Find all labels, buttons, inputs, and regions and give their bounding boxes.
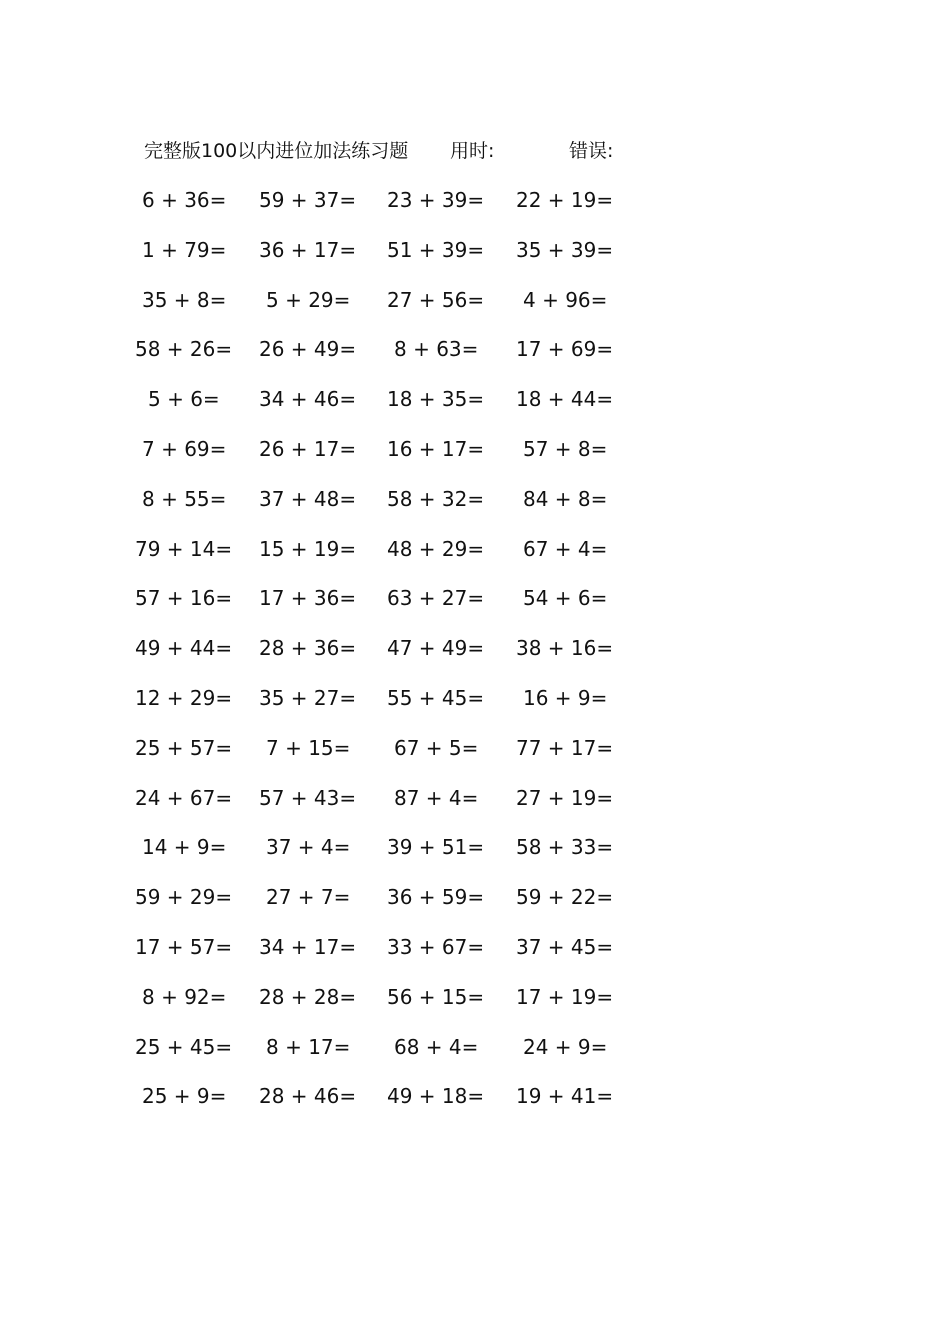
problem-item: 19 + 41= [516, 1084, 614, 1109]
problem-item: 59 + 22= [516, 885, 614, 910]
problem-item: 5 + 6= [148, 387, 220, 412]
worksheet-title: 完整版100以内进位加法练习题 [144, 140, 409, 162]
problem-item: 36 + 59= [387, 885, 485, 910]
problem-item: 28 + 46= [259, 1084, 357, 1109]
problem-item: 4 + 96= [523, 287, 608, 312]
problem-item: 17 + 57= [135, 935, 233, 959]
problem-item: 35 + 27= [259, 686, 357, 710]
problem-item: 6 + 36= [142, 188, 227, 212]
problem-item: 58 + 33= [516, 835, 614, 860]
problem-item: 14 + 9= [142, 835, 227, 860]
problem-item: 26 + 49= [259, 337, 357, 362]
problem-item: 18 + 35= [387, 387, 485, 412]
problem-item: 54 + 6= [523, 586, 608, 611]
problem-item: 7 + 15= [266, 735, 351, 760]
problem-item: 84 + 8= [523, 486, 608, 511]
problem-item: 8 + 63= [394, 337, 479, 362]
problem-item: 49 + 18= [387, 1084, 485, 1109]
problem-item: 37 + 45= [516, 935, 614, 959]
problem-item: 67 + 4= [523, 536, 608, 561]
problem-item: 58 + 32= [387, 486, 485, 511]
problem-item: 26 + 17= [259, 437, 357, 461]
problem-item: 27 + 56= [387, 287, 485, 312]
problem-item: 58 + 26= [135, 337, 233, 362]
problem-item: 57 + 8= [523, 437, 608, 461]
problem-item: 67 + 5= [394, 735, 479, 760]
problem-item: 47 + 49= [387, 636, 485, 661]
problem-item: 17 + 69= [516, 337, 614, 362]
problem-item: 28 + 36= [259, 636, 357, 661]
problem-item: 24 + 67= [135, 785, 233, 810]
problem-item: 36 + 17= [259, 237, 357, 262]
problem-item: 55 + 45= [387, 686, 485, 710]
problem-item: 5 + 29= [266, 287, 351, 312]
problem-item: 33 + 67= [387, 935, 485, 959]
time-label: 用时: [450, 140, 495, 162]
problem-item: 37 + 4= [266, 835, 351, 860]
problem-item: 35 + 39= [516, 237, 614, 262]
problem-item: 27 + 7= [266, 885, 351, 910]
problem-item: 63 + 27= [387, 586, 485, 611]
problem-item: 12 + 29= [135, 686, 233, 710]
error-label: 错误: [569, 140, 614, 162]
problem-item: 48 + 29= [387, 536, 485, 561]
problem-item: 15 + 19= [259, 536, 357, 561]
problem-item: 27 + 19= [516, 785, 614, 810]
problem-item: 38 + 16= [516, 636, 614, 661]
problem-item: 57 + 43= [259, 785, 357, 810]
problem-item: 39 + 51= [387, 835, 485, 860]
problem-item: 25 + 45= [135, 1034, 233, 1059]
problem-item: 23 + 39= [387, 188, 485, 212]
problem-item: 25 + 57= [135, 735, 233, 760]
problem-item: 7 + 69= [142, 437, 227, 461]
problem-item: 77 + 17= [516, 735, 614, 760]
problem-item: 8 + 17= [266, 1034, 351, 1059]
problem-item: 17 + 19= [516, 984, 614, 1009]
problem-item: 59 + 29= [135, 885, 233, 910]
problem-item: 87 + 4= [394, 785, 479, 810]
problem-item: 16 + 17= [387, 437, 485, 461]
problem-item: 25 + 9= [142, 1084, 227, 1109]
problem-item: 1 + 79= [142, 237, 227, 262]
problem-item: 57 + 16= [135, 586, 233, 611]
problem-item: 59 + 37= [259, 188, 357, 212]
problem-item: 34 + 17= [259, 935, 357, 959]
problem-item: 28 + 28= [259, 984, 357, 1009]
problem-item: 35 + 8= [142, 287, 227, 312]
problem-item: 8 + 92= [142, 984, 227, 1009]
problem-item: 34 + 46= [259, 387, 357, 412]
problem-item: 16 + 9= [523, 686, 608, 710]
problem-item: 24 + 9= [523, 1034, 608, 1059]
problem-item: 79 + 14= [135, 536, 233, 561]
problem-item: 68 + 4= [394, 1034, 479, 1059]
problem-item: 49 + 44= [135, 636, 233, 661]
problem-item: 8 + 55= [142, 486, 227, 511]
problem-item: 17 + 36= [259, 586, 357, 611]
problem-item: 22 + 19= [516, 188, 614, 212]
problem-item: 56 + 15= [387, 984, 485, 1009]
problem-item: 51 + 39= [387, 237, 485, 262]
problem-item: 37 + 48= [259, 486, 357, 511]
problem-item: 18 + 44= [516, 387, 614, 412]
